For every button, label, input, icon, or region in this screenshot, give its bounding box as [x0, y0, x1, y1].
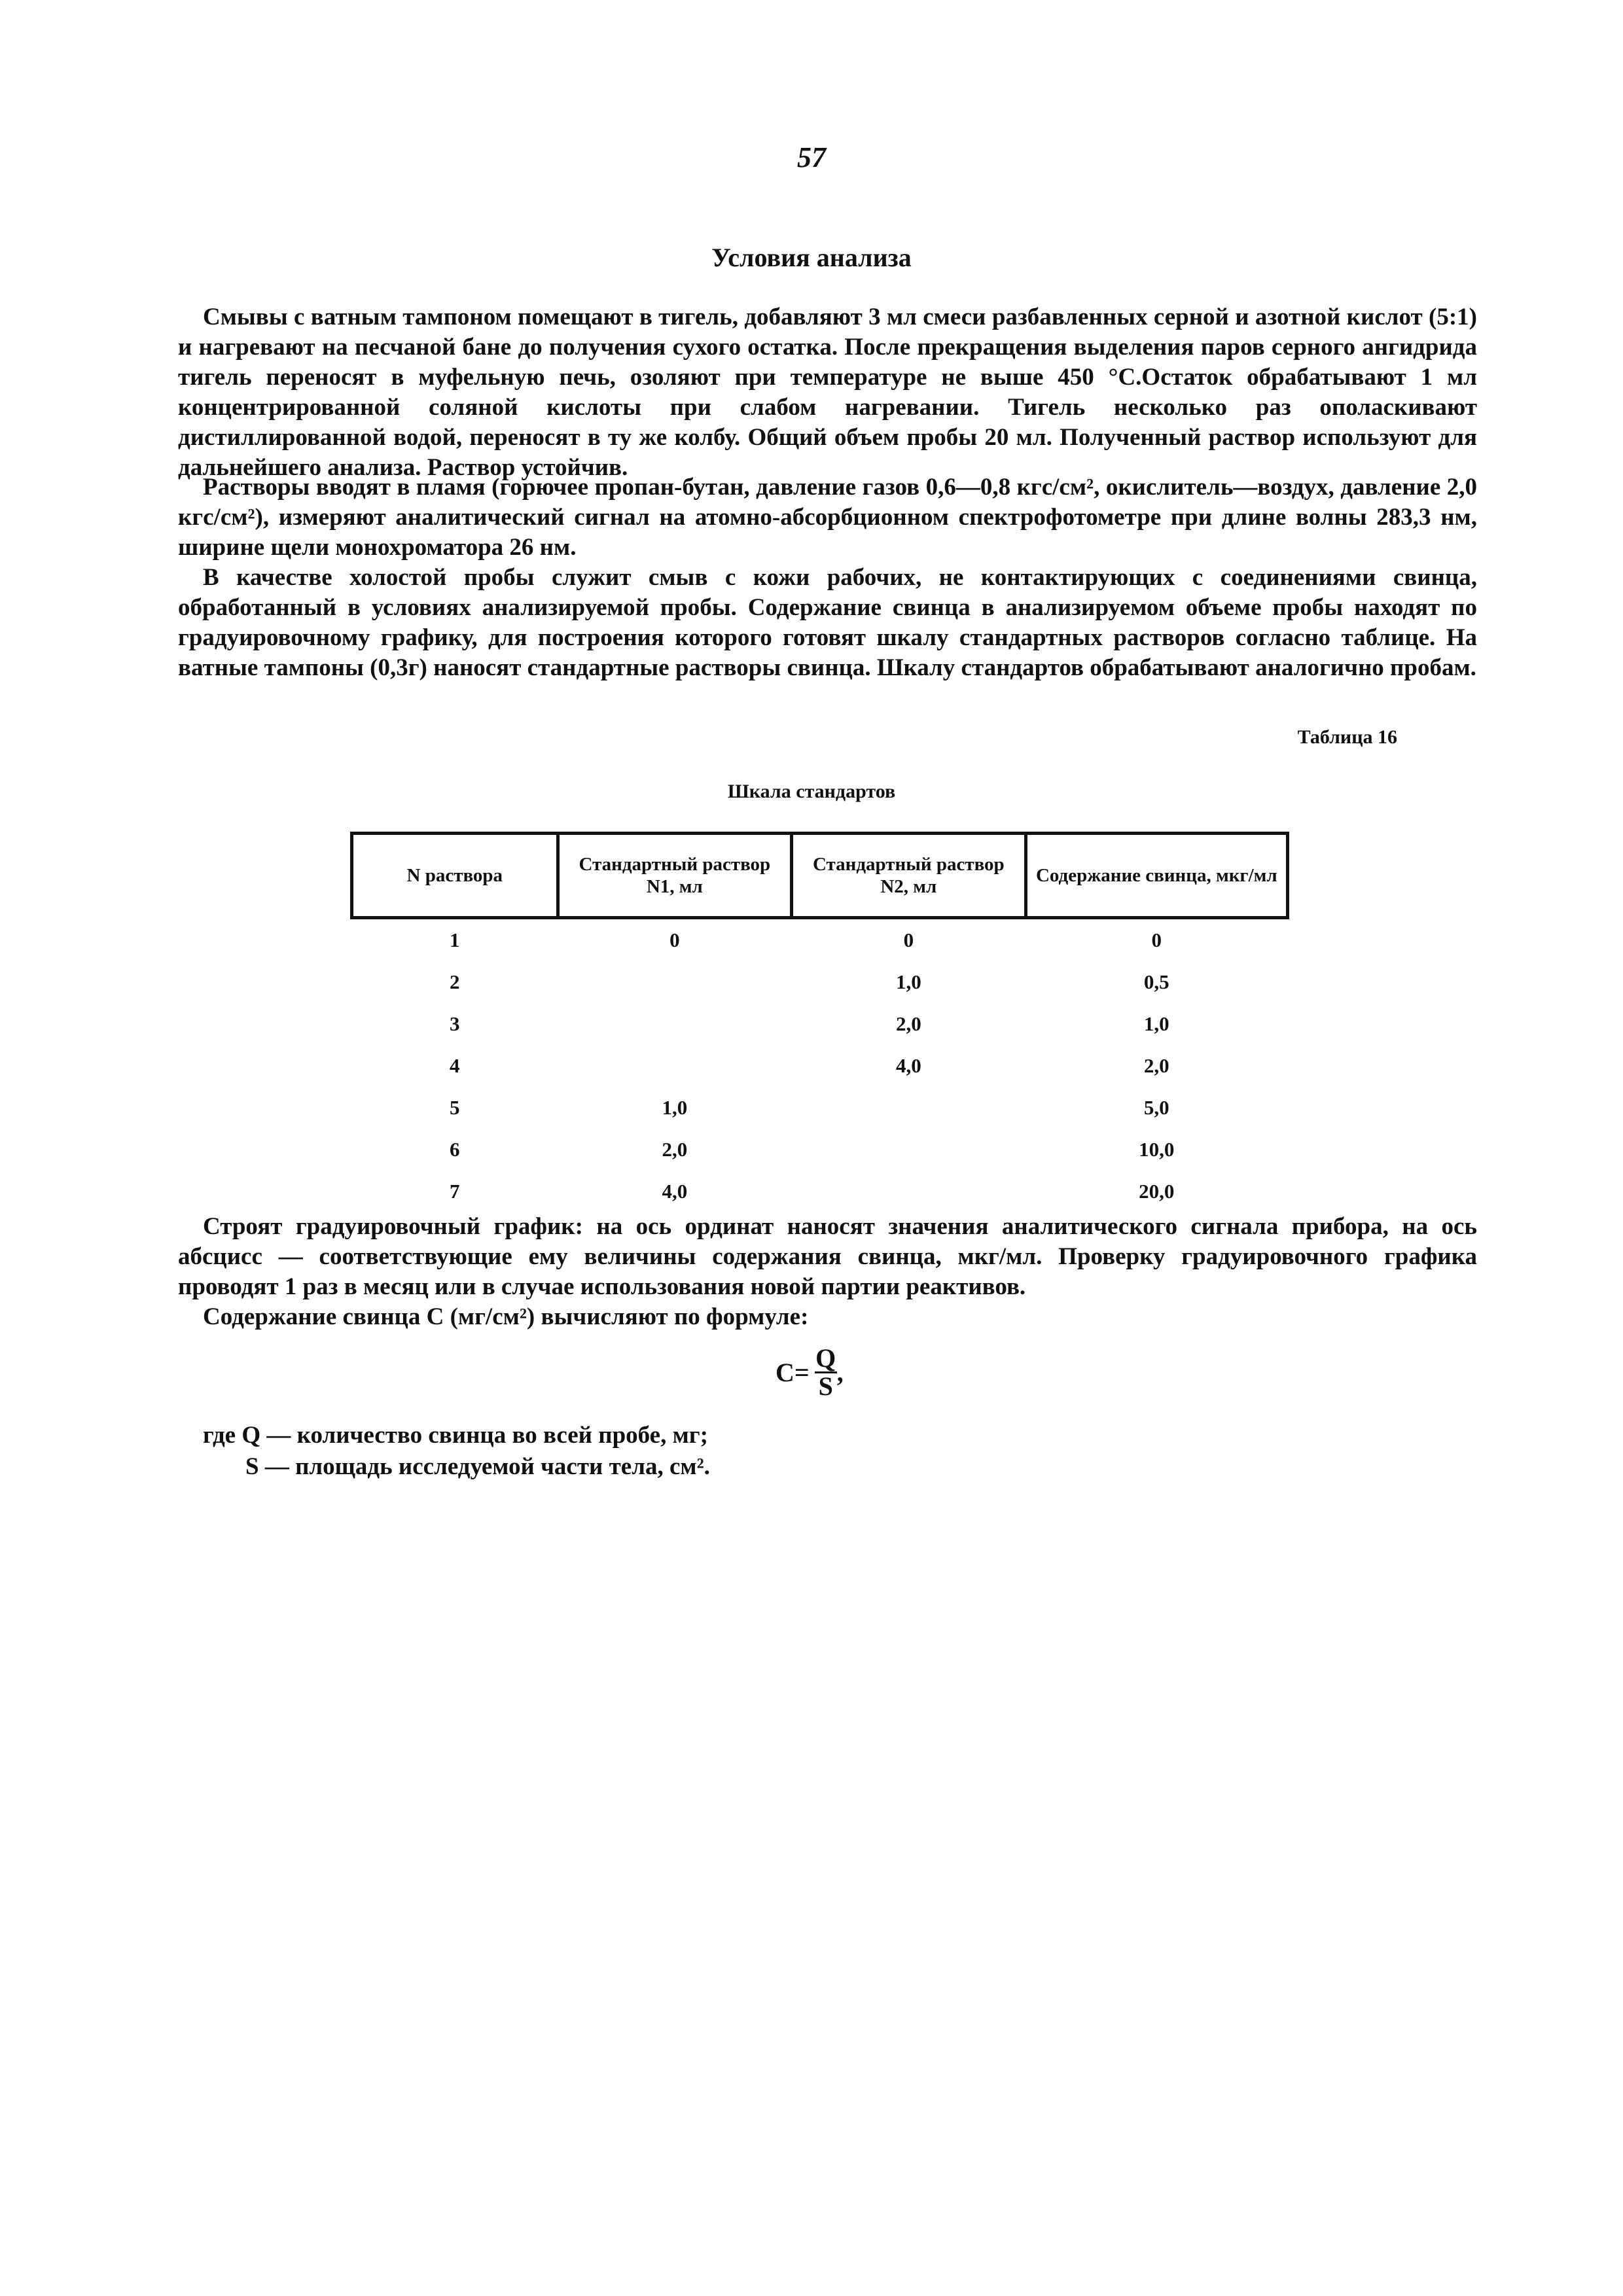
legend-line-q: где Q — количество свинца во всей пробе, мг; — [203, 1422, 708, 1449]
paragraph-3 — [178, 563, 1477, 683]
paragraph-2-text: Растворы вводят в пламя (горючее пропан-бутан, давление газов 0,6—0,8 кгс/см², окислитель—воздух, давление 2,0 кгс/см²), измеряют аналитический сигнал на атомно-абсорбционном спектрофотометре при длине волны 283,3 нм, ширине щели монохроматора 26 нм. — [178, 474, 1477, 561]
table-row — [352, 1045, 1288, 1087]
paragraph-5-text: Содержание свинца С (мг/см²) вычисляют по формуле: — [203, 1303, 809, 1330]
formula-numerator: Q — [815, 1343, 836, 1373]
cell-standard-n1: 0 — [669, 928, 680, 951]
cell-standard-n2 — [792, 1087, 1026, 1129]
cell-solution-number: 5 — [450, 1096, 460, 1119]
paragraph-1 — [178, 302, 1477, 483]
cell-solution-number: 4 — [450, 1054, 460, 1077]
paragraph-2 — [178, 472, 1477, 563]
table-row — [352, 961, 1288, 1003]
formula-fraction — [815, 1345, 837, 1400]
header-standard-n2: Стандартный раствор N2, мл — [792, 834, 1026, 918]
paragraph-4-text: Строят градуировочный график: на ось ординат наносят значения аналитического сигнала прибора, на ось абсцисс — соответствующие ему величины содержания свинца, мкг/мл. Проверку градуировочного графика проводят 1 раз в месяц или в случае использования новой партии реактивов. — [178, 1213, 1477, 1300]
cell-standard-n1: 1,0 — [662, 1096, 688, 1119]
legend-line-s: S — площадь исследуемой части тела, см². — [245, 1453, 710, 1480]
cell-standard-n2 — [792, 1171, 1026, 1212]
formula-equals: = — [794, 1358, 810, 1387]
cell-solution-number: 6 — [450, 1138, 460, 1161]
cell-lead-content: 5,0 — [1143, 1096, 1169, 1119]
cell-lead-content: 0 — [1151, 928, 1162, 951]
cell-standard-n2: 2,0 — [895, 1012, 921, 1035]
cell-solution-number: 2 — [450, 970, 460, 993]
formula-trail: , — [836, 1358, 844, 1387]
cell-solution-number: 7 — [450, 1180, 460, 1203]
cell-lead-content: 2,0 — [1143, 1054, 1169, 1077]
section-title: Условия анализа — [711, 243, 912, 272]
formula — [776, 1345, 844, 1400]
paragraph-1-text: Смывы с ватным тампоном помещают в тигель, добавляют 3 мл смеси разбавленных серной и азотной кислот (5:1) и нагревают на песчаной бане до получения сухого остатка. После прекращения выделения паров серного ангидрида тигель переносят в муфельную печь, озоляют при температуре не выше 450 °С.Остаток обрабатывают 1 мл концентрированной соляной кислоты при слабом нагревании. Тигель несколько раз ополаскивают дистиллированной водой, переносят в ту же колбу. Общий объем пробы 20 мл. Полученный раствор используют для дальнейшего анализа. Раствор устойчив. — [178, 304, 1477, 481]
table-row — [352, 1171, 1288, 1212]
table-row — [352, 918, 1288, 962]
formula-legend — [203, 1420, 710, 1483]
header-lead-content: Содержание свинца, мкг/мл — [1026, 834, 1287, 918]
cell-standard-n2: 0 — [903, 928, 914, 951]
formula-denominator: S — [818, 1371, 833, 1401]
cell-lead-content: 20,0 — [1139, 1180, 1175, 1203]
cell-standard-n1 — [558, 1003, 792, 1045]
cell-standard-n2: 4,0 — [895, 1054, 921, 1077]
after-table-text — [178, 1212, 1477, 1332]
page-number: 57 — [797, 141, 826, 173]
table-row — [352, 1129, 1288, 1171]
cell-solution-number: 3 — [450, 1012, 460, 1035]
header-solution-number: N раствора — [352, 834, 558, 918]
cell-standard-n1: 2,0 — [662, 1138, 688, 1161]
standards-table — [350, 832, 1289, 1212]
cell-lead-content: 0,5 — [1143, 970, 1169, 993]
table-row — [352, 1003, 1288, 1045]
table-title: Шкала стандартов — [727, 781, 896, 802]
cell-standard-n1 — [558, 1045, 792, 1087]
cell-standard-n1 — [558, 961, 792, 1003]
table-caption: Таблица 16 — [1297, 726, 1397, 748]
header-standard-n1: Стандартный раствор N1, мл — [558, 834, 792, 918]
table-row — [352, 1087, 1288, 1129]
cell-solution-number: 1 — [450, 928, 460, 951]
cell-lead-content: 10,0 — [1139, 1138, 1175, 1161]
table-header-row — [352, 834, 1288, 918]
paragraph-3-text: В качестве холостой пробы служит смыв с кожи рабочих, не контактирующих с соединениями свинца, обработанный в условиях анализируемой пробы. Содержание свинца в анализируемом объеме пробы находят по градуировочному графику, для построения которого готовят шкалу стандартных растворов согласно таблице. На ватные тампоны (0,3г) наносят стандартные растворы свинца. Шкалу стандартов обрабатывают аналогично пробам. — [178, 564, 1477, 681]
formula-lhs: C — [776, 1358, 794, 1387]
cell-standard-n1: 4,0 — [662, 1180, 688, 1203]
cell-standard-n2 — [792, 1129, 1026, 1171]
cell-standard-n2: 1,0 — [895, 970, 921, 993]
cell-lead-content: 1,0 — [1143, 1012, 1169, 1035]
